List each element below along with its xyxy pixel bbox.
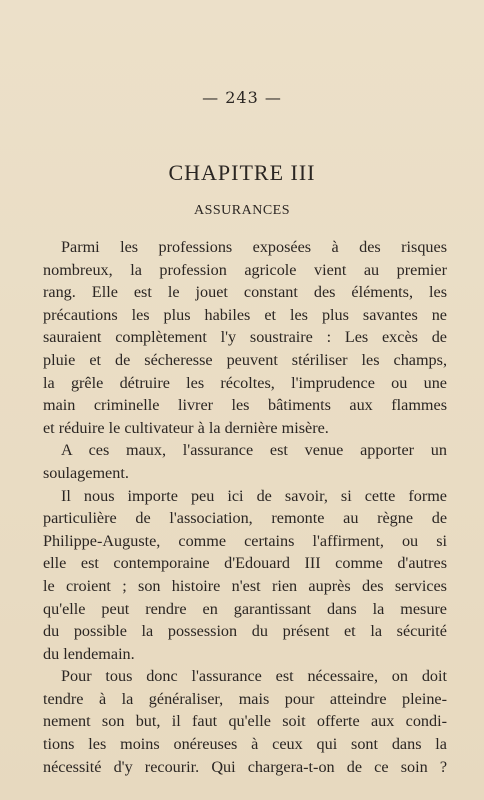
text-line: Pour tous donc l'assurance est nécessaire, on doit bbox=[61, 667, 447, 686]
text-line: Parmi les professions exposées à des risques bbox=[61, 238, 447, 256]
chapter-title: CHAPITRE III bbox=[168, 160, 316, 185]
text-line: elle est contemporaine d'Edouard III comme d'autres bbox=[43, 554, 447, 573]
text-line: nement son but, il faut qu'elle soit offerte aux condi- bbox=[43, 712, 447, 731]
paragraph-4 bbox=[43, 665, 447, 778]
paragraph-3 bbox=[43, 485, 447, 666]
text-line: qu'elle peut rendre en garantissant dans la mesure bbox=[43, 599, 447, 618]
text-line: le croient ; son histoire n'est rien auprès des services bbox=[43, 576, 447, 595]
text-line: tions les moins onéreuses à ceux qui sont dans la bbox=[43, 735, 447, 754]
text-line: A ces maux, l'assurance est venue apporter un bbox=[61, 441, 447, 460]
text-line: et réduire le cultivateur à la dernière misère. bbox=[43, 418, 329, 437]
text-line: la grêle détruire les récoltes, l'imprudence ou une bbox=[43, 373, 447, 392]
text-line: main criminelle livrer les bâtiments aux flammes bbox=[43, 396, 447, 415]
text-line: rang. Elle est le jouet constant des éléments, les bbox=[43, 283, 447, 302]
paragraph-1 bbox=[43, 236, 447, 439]
text-line: soulagement. bbox=[43, 463, 129, 482]
text-line: sauraient complètement l'y soustraire : Les excès de bbox=[43, 328, 447, 347]
text-line: pluie et de sécheresse peuvent stériliser les champs, bbox=[43, 350, 447, 369]
text-line: Philippe-Auguste, comme certains l'affirment, ou si bbox=[43, 531, 447, 550]
page-number: — 243 — bbox=[202, 88, 282, 107]
text-line: tendre à la généraliser, mais pour atteindre pleine- bbox=[43, 689, 447, 708]
paragraph-2 bbox=[43, 439, 447, 484]
text-line: nécessité d'y recourir. Qui chargera-t-on de ce soin ? bbox=[43, 757, 447, 776]
body-text bbox=[43, 236, 447, 778]
text-line: précautions les plus habiles et les plus savantes ne bbox=[43, 305, 447, 324]
text-line: Il nous importe peu ici de savoir, si cette forme bbox=[61, 486, 447, 505]
text-line: particulière de l'association, remonte au règne de bbox=[43, 509, 447, 528]
section-title: ASSURANCES bbox=[193, 203, 291, 218]
text-line: du lendemain. bbox=[43, 644, 135, 663]
text-line: nombreux, la profession agricole vient au premier bbox=[43, 260, 447, 279]
text-line: du possible la possession du présent et la sécurité bbox=[43, 622, 447, 641]
